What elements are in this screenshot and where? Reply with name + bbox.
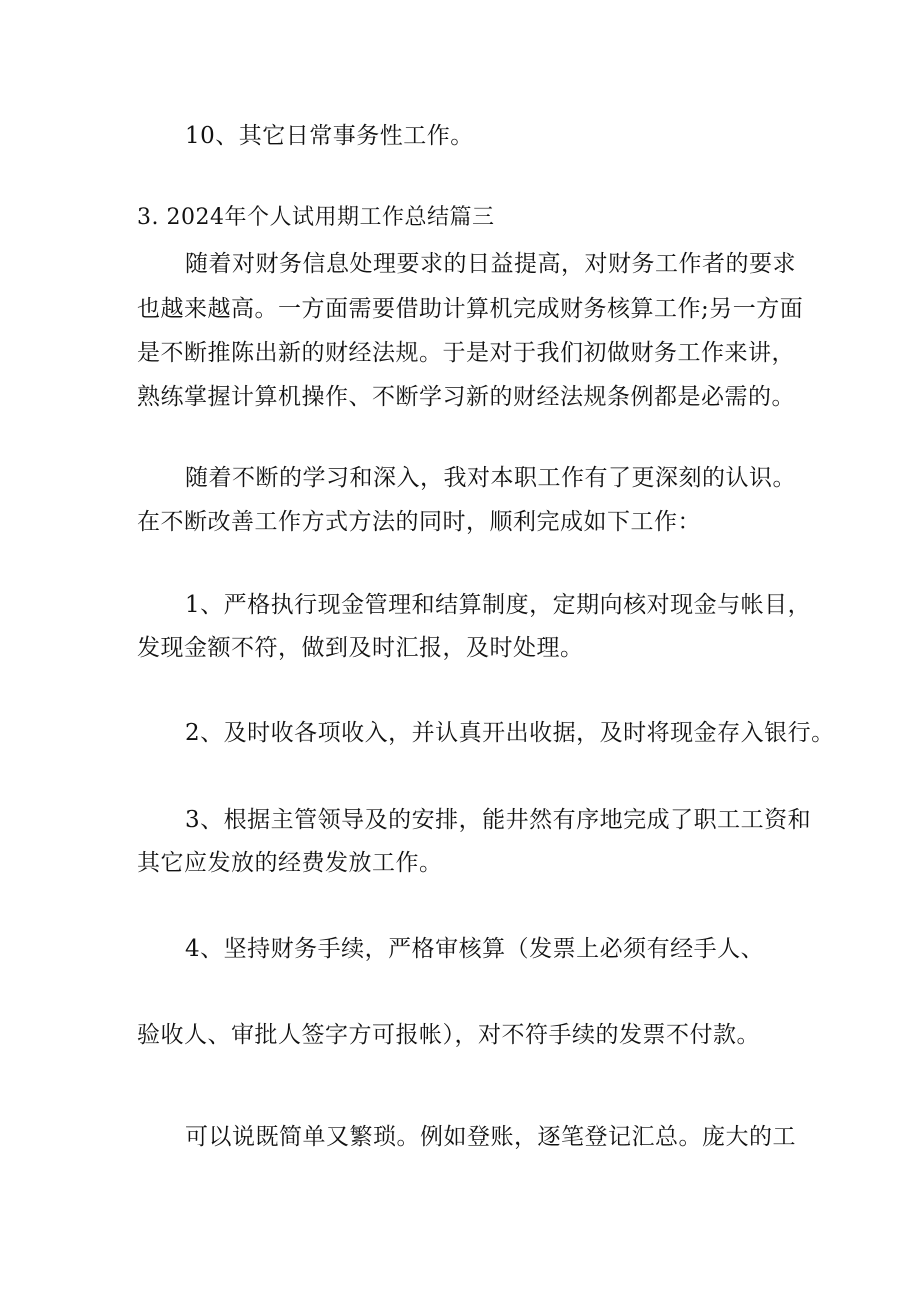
paragraph-line: 也越来越高。一方面需要借助计算机完成财务核算工作;另一方面 bbox=[137, 296, 804, 322]
paragraph-line: 在不断改善工作方式方法的同时，顺利完成如下工作： bbox=[137, 509, 701, 535]
list-item-1: 1、严格执行现金管理和结算制度，定期向核对现金与帐目， bbox=[185, 592, 812, 618]
closing-paragraph: 可以说既简单又繁琐。例如登账，逐笔登记汇总。庞大的工 bbox=[185, 1124, 796, 1150]
list-item-2: 2、及时收各项收入，并认真开出收据，及时将现金存入银行。 bbox=[185, 720, 835, 746]
list-item-3: 3、根据主管领导及的安排，能井然有序地完成了职工工资和 bbox=[185, 807, 812, 833]
list-item-4: 4、坚持财务手续，严格审核算（发票上必须有经手人、 bbox=[185, 936, 765, 962]
list-item-10: 10、其它日常事务性工作。 bbox=[185, 123, 474, 149]
section-heading: 3. 2024年个人试用期工作总结篇三 bbox=[137, 205, 495, 230]
list-item-3-cont: 其它应发放的经费发放工作。 bbox=[137, 850, 443, 876]
paragraph-line: 随着不断的学习和深入，我对本职工作有了更深刻的认识。 bbox=[185, 465, 796, 491]
paragraph-line: 随着对财务信息处理要求的日益提高，对财务工作者的要求 bbox=[185, 251, 796, 277]
paragraph-line: 熟练掌握计算机操作、不断学习新的财经法规条例都是必需的。 bbox=[137, 384, 795, 410]
list-item-4-cont: 验收人、审批人签字方可报帐），对不符手续的发票不付款。 bbox=[137, 1022, 760, 1048]
list-item-1-cont: 发现金额不符，做到及时汇报，及时处理。 bbox=[137, 635, 584, 661]
paragraph-line: 是不断推陈出新的财经法规。于是对于我们初做财务工作来讲， bbox=[137, 340, 795, 366]
